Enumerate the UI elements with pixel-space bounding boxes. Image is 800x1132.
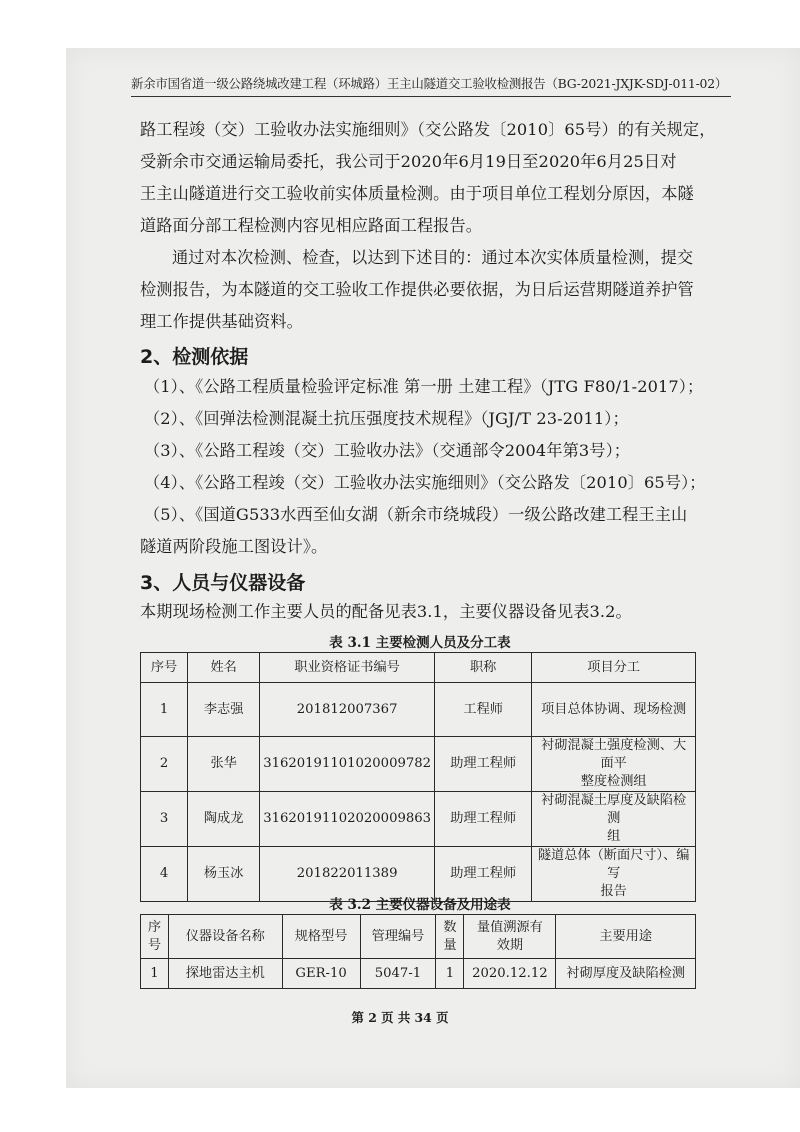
duty-line: 整度检测组	[580, 774, 647, 789]
column-header: 职称	[435, 653, 532, 683]
cell-duty	[532, 737, 696, 792]
personnel-table	[140, 652, 696, 902]
cell-model: GER-10	[282, 959, 360, 989]
paragraph-line: 路工程竣（交）工验收办法实施细则》（交公路发〔2010〕65号）的有关规定，	[140, 120, 716, 139]
cell-title: 助理工程师	[435, 792, 532, 847]
cell-no: 1	[141, 959, 169, 989]
header-line: 数	[443, 919, 457, 935]
header-line: 效期	[496, 937, 524, 953]
duty-line: 衬砌混凝土强度检测、大面平	[541, 738, 687, 771]
cell-cert: 201822011389	[260, 847, 435, 902]
section-intro: 本期现场检测工作主要人员的配备见表3.1，主要仪器设备见表3.2。	[140, 602, 632, 621]
section-heading: 2、检测依据	[140, 346, 249, 368]
section-heading: 3、人员与仪器设备	[140, 572, 306, 594]
duty-line: 项目总体协调、现场检测	[541, 701, 687, 717]
column-header	[464, 915, 556, 959]
cell-no: 3	[141, 792, 188, 847]
cell-name: 杨玉冰	[188, 847, 260, 902]
table-row	[141, 792, 696, 847]
table-row	[141, 683, 696, 737]
reference-item: （5）、《国道G533水西至仙女湖（新余市绕城段）一级公路改建工程王主山	[144, 505, 688, 524]
header-line: 量	[443, 937, 457, 953]
cell-cert: 31620191102020009863	[260, 792, 435, 847]
column-header: 仪器设备名称	[168, 915, 282, 959]
duty-line: 报告	[600, 884, 627, 899]
paragraph-line: 道路面分部工程检测内容见相应路面工程报告。	[140, 216, 483, 235]
running-header: 新余市国省道一级公路绕城改建工程（环城路）王主山隧道交工验收检测报告（BG-2021-JXJK-SDJ-011-02）	[131, 76, 728, 91]
paragraph-line: 王主山隧道进行交工验收前实体质量检测。由于项目单位工程划分原因，本隧	[140, 184, 694, 203]
equipment-table	[140, 914, 696, 989]
cell-code: 5047-1	[360, 959, 436, 989]
table-header-row	[141, 915, 696, 959]
paragraph-line: 检测报告，为本隧道的交工验收工作提供必要依据，为日后运营期隧道养护管	[140, 280, 694, 299]
table-caption: 表 3.1 主要检测人员及分工表	[329, 635, 511, 651]
duty-line: 衬砌混凝土厚度及缺陷检测	[541, 793, 687, 826]
cell-no: 4	[141, 847, 188, 902]
column-header: 规格型号	[282, 915, 360, 959]
column-header: 姓名	[188, 653, 260, 683]
column-header: 序号	[141, 653, 188, 683]
cell-use: 衬砌厚度及缺陷检测	[556, 959, 696, 989]
column-header: 项目分工	[532, 653, 696, 683]
reference-item: （1）、《公路工程质量检验评定标准 第一册 土建工程》（JTG F80/1-2017）；	[144, 377, 704, 396]
cell-title: 助理工程师	[435, 847, 532, 902]
duty-line: 隧道总体（断面尺寸）、编写	[537, 848, 690, 881]
cell-title: 工程师	[435, 683, 532, 737]
table-row	[141, 737, 696, 792]
cell-valid: 2020.12.12	[464, 959, 556, 989]
page-number: 第 2 页 共 34 页	[351, 1010, 449, 1025]
column-header: 职业资格证书编号	[260, 653, 435, 683]
header-line: 量值溯源有	[476, 919, 543, 935]
cell-name: 探地雷达主机	[168, 959, 282, 989]
reference-item: （2）、《回弹法检测混凝土抗压强度技术规程》（JGJ/T 23-2011）；	[144, 409, 629, 428]
cell-name: 李志强	[188, 683, 260, 737]
column-header: 管理编号	[360, 915, 436, 959]
column-header: 主要用途	[556, 915, 696, 959]
column-header	[141, 915, 169, 959]
paragraph-line: 通过对本次检测、检查，以达到下述目的：通过本次实体质量检测，提交	[172, 248, 694, 267]
reference-item: （3）、《公路工程竣（交）工验收办法》（交通部令2004年第3号）；	[144, 441, 631, 460]
cell-no: 1	[141, 683, 188, 737]
cell-cert: 31620191101020009782	[260, 737, 435, 792]
paragraph-line: 受新余市交通运输局委托，我公司于2020年6月19日至2020年6月25日对	[140, 152, 677, 171]
reference-item: （4）、《公路工程竣（交）工验收办法实施细则》（交公路发〔2010〕65号）；	[144, 473, 706, 492]
header-line: 序	[147, 919, 162, 935]
header-line: 号	[147, 937, 162, 953]
paragraph-line: 理工作提供基础资料。	[140, 312, 303, 331]
reference-item: 隧道两阶段施工图设计》。	[140, 537, 328, 556]
column-header	[436, 915, 464, 959]
cell-qty: 1	[436, 959, 464, 989]
cell-title: 助理工程师	[435, 737, 532, 792]
cell-no: 2	[141, 737, 188, 792]
cell-name: 陶成龙	[188, 792, 260, 847]
cell-duty	[532, 683, 696, 737]
cell-name: 张华	[188, 737, 260, 792]
cell-duty	[532, 792, 696, 847]
table-header-row	[141, 653, 696, 683]
duty-line: 组	[607, 829, 621, 844]
table-row	[141, 959, 696, 989]
cell-cert: 201812007367	[260, 683, 435, 737]
table-caption: 表 3.2 主要仪器设备及用途表	[329, 897, 511, 913]
header-rule	[131, 96, 731, 97]
